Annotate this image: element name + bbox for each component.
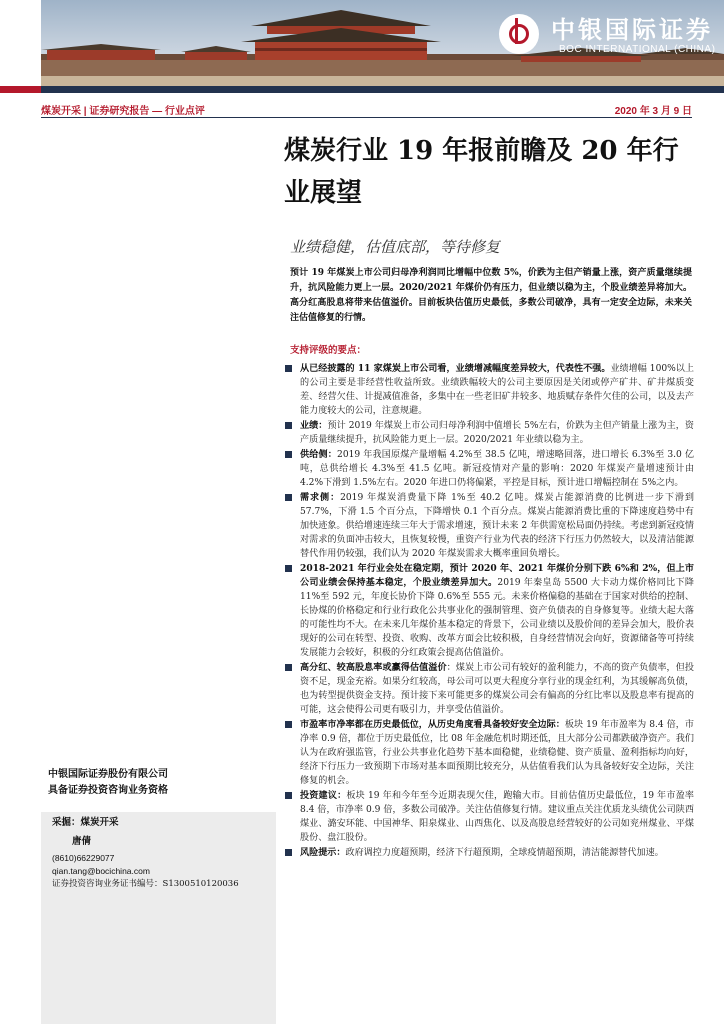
square-bullet-icon — [285, 494, 292, 501]
company-info — [48, 767, 268, 799]
header-divider-bar — [41, 86, 724, 93]
point-text: 板块 19 年和今年至今近期表现欠佳，跑输大市。目前估值历史最低位，19 年市盈率 8.4 倍，市净率 0.9 倍，多数公司破净。关注估值修复行情。建议重点关注优质龙头绩优公司陕西煤业、潞安环能、中国神华、阳泉煤业、山西焦化、以及高股息经营较好的公司如兖州煤业、平煤股份、盘江股份。 — [300, 791, 694, 843]
report-title: 煤炭行业 19 年报前瞻及 20 年行业展望 — [284, 136, 679, 208]
point-text: 业绩增幅 100%以上的公司主要是非经营性收益所致。业绩跌幅较大的公司主要原因是关闭或停产矿井、矿井煤质变差、经营欠佳、计提减值准备，多集中在一些老旧矿井较多、地质赋存条件欠佳的公司，以及去产能力度较大的公司，注意规避。 — [300, 364, 694, 416]
point-lead: 从已经披露的 11 家煤炭上市公司看，业绩增减幅度差异较大，代表性不强。 — [300, 363, 611, 374]
report-category: 煤炭开采 | 证券研究报告 — 行业点评 — [41, 106, 205, 117]
sector-label: 采掘：煤炭开采 — [52, 817, 119, 828]
point-text: ：煤炭上市公司有较好的盈利能力，不高的资产负债率，但投资不足，现金充裕。如果分红较高，母公司可以更大程度分享行业的现金红利，为其缓解高负债，也为转型提供资金支持。预计接下来可能更多的煤炭公司会有偏高的分红比率以及股息率有提高的可能，这会使得公司更有吸引力，并享受估值溢价。 — [300, 663, 694, 715]
list-item — [284, 448, 694, 490]
point-lead: 风险提示： — [300, 847, 346, 858]
point-text: 2019 年煤炭消费量下降 1%至 40.2 亿吨。煤炭占能源消费的比例进一步下滑到 57.7%，下滑 1.5 个百分点，下降增快 0.1 个百分点。煤炭占能源消费比重的下降速度趋势中有加快迹象。供给增速连续三年大于需求增速，预计未来 2 年供需宽松局面仍持续。考虑到新冠疫情对需求的负面冲击较大，且恢复较慢，重资产行业为代表的经济下行压力仍然较大，以及清洁能源替代作用仍较强，我们认为 2020 年煤炭需求大概率重回负增长。 — [300, 493, 694, 559]
analyst-license: 证券投资咨询业务证书编号：S1300510120036 — [52, 879, 239, 889]
key-points-heading: 支持评级的要点： — [290, 345, 367, 356]
point-text: 板块 19 年市盈率为 8.4 倍，市净率 0.9 倍，都位于历史最低位，比 08 年金融危机时期还低，且大部分公司都跌破净资产。我们认为在政府强监管，行业公共事业化趋势下基本面稳健，业绩稳健、资产质量、盈利指标均向好，经济下行压力一致预期下市场对基本面预期比较充分，从估值看我们认为具备较好安全边际，关注修复的机会。 — [300, 720, 694, 786]
report-date: 2020 年 3 月 9 日 — [614, 106, 692, 117]
report-subtitle: 业绩稳健，估值底部，等待修复 — [290, 238, 501, 256]
boc-logo-icon — [499, 14, 539, 54]
point-text: 政府调控力度超预期，经济下行超预期，全球疫情超预期，清洁能源替代加速。 — [345, 848, 664, 858]
square-bullet-icon — [285, 422, 292, 429]
list-item — [284, 718, 694, 788]
brand-name-cn: 中银国际证券 — [551, 15, 713, 44]
point-lead: 需求侧： — [300, 492, 341, 503]
analyst-phone: (8610)66229077 — [52, 853, 115, 863]
point-text: 预计 2019 年煤炭上市公司归母净利润中值增长 5%左右，价跌为主但产销量上涨为主，资产质量继续提升，抗风险能力更上一层。2020/2021 年业绩以稳为主。 — [300, 421, 694, 445]
point-lead: 投资建议： — [300, 790, 347, 801]
square-bullet-icon — [285, 721, 292, 728]
square-bullet-icon — [285, 451, 292, 458]
company-qualification: 具备证券投资咨询业务资格 — [48, 785, 168, 796]
analyst-name: 唐倩 — [72, 836, 92, 847]
square-bullet-icon — [285, 565, 292, 572]
point-text: 2019 年秦皇岛 5500 大卡动力煤价格同比下降 11%至 592 元，年度长协价下降 0.6%至 555 元。未来价格偏稳的基础在于国家对供给的控制、长协煤的价格稳定和行业行政化公共事业化的强制管理、资产负债表的自身修复等。业绩大起大落的可能性均不大。在未来几年煤价基本稳定的背景下，公司业绩以及股价间的差异会加大，股价表现好的公司在转型、投资、收购、改革方面会比较积极，自身经营情况会向好，资源储备等可持续发展能力会较好，积极的分红政策会提高估值溢价。 — [300, 578, 694, 658]
list-item — [284, 419, 694, 447]
point-text: 2019 年我国原煤产量增幅 4.2%至 38.5 亿吨，增速略回落，进口增长 6.3%至 3.0 亿吨，总供给增长 4.3%至 41.5 亿吨。新冠疫情对产量的影响：2020 年煤炭产量增速预计由 4.2%下滑到 1.5%左右。2020 年进口仍将偏紧，平控是目标，预计进口增幅控制在 5%之内。 — [300, 450, 694, 488]
point-lead: 业绩： — [300, 420, 328, 431]
list-item — [284, 562, 694, 660]
list-item — [284, 846, 694, 860]
list-item — [284, 362, 694, 418]
point-lead: 市盈率市净率都在历史最低位，从历史角度看具备较好安全边际： — [300, 719, 565, 730]
header-accent-bar — [0, 86, 41, 93]
square-bullet-icon — [285, 792, 292, 799]
list-item — [284, 491, 694, 561]
square-bullet-icon — [285, 664, 292, 671]
square-bullet-icon — [285, 849, 292, 856]
company-name: 中银国际证券股份有限公司 — [48, 769, 168, 780]
point-lead: 2018-2021 年行业会处在稳定期，预计 2020 年、2021 年煤价分别下跌 6%和 2%，但上市公司业绩会保持基本稳定，个股业绩差异加大。 — [300, 563, 694, 588]
list-item — [284, 661, 694, 717]
report-summary: 预计 19 年煤炭上市公司归母净利润同比增幅中位数 5%，价跌为主但产销量上涨，资产质量继续提升，抗风险能力更上一层。2020/2021 年煤价仍有压力，但业绩以稳为主，个股业绩差异将加大。高分红高股息将带来估值溢价。目前板块估值历史最低，多数公司破净，具有一定安全边际，未来关注估值修复的行情。 — [290, 268, 692, 323]
header-banner — [41, 0, 724, 86]
square-bullet-icon — [285, 365, 292, 372]
analyst-info — [52, 816, 274, 891]
point-lead: 供给侧： — [300, 449, 338, 460]
analyst-email[interactable]: qian.tang@bocichina.com — [52, 866, 150, 876]
point-lead: 高分红、较高股息率或赢得估值溢价 — [300, 662, 447, 673]
brand-name-en: BOC INTERNATIONAL (CHINA) — [559, 44, 716, 55]
key-points-list — [284, 362, 694, 861]
list-item — [284, 789, 694, 845]
